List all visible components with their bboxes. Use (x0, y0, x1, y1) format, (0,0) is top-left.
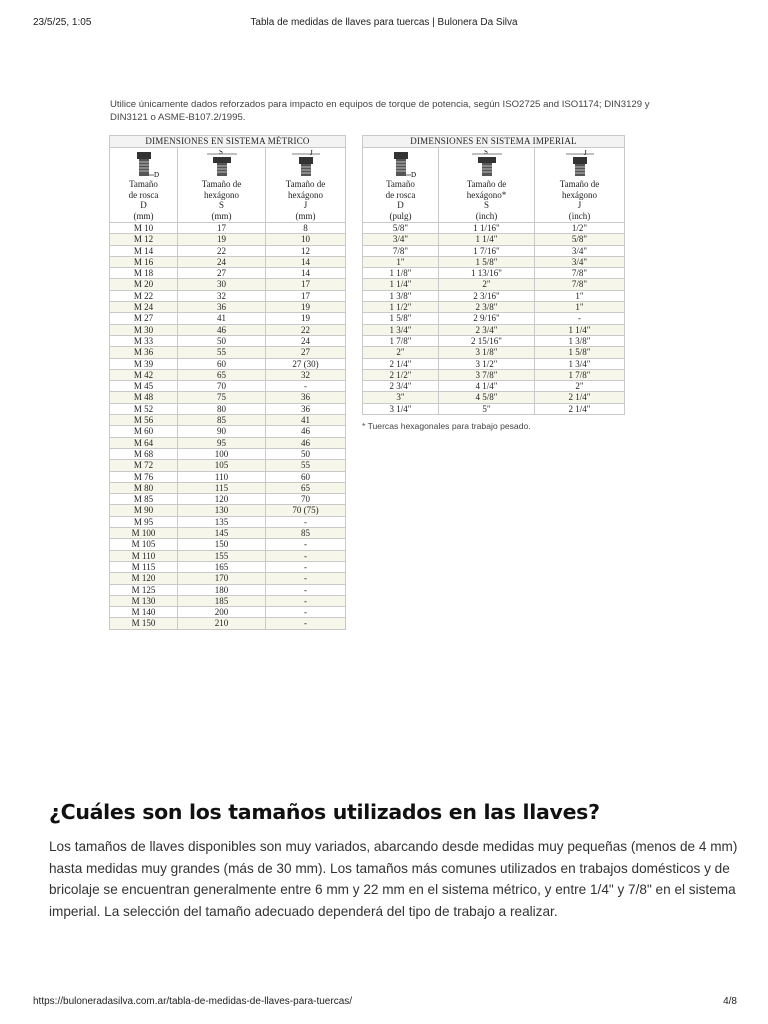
metric-table-row (110, 358, 346, 369)
metric-table-row (110, 539, 346, 550)
metric-table-cell: - (266, 381, 346, 392)
metric-table-cell: M 140 (110, 607, 178, 618)
metric-table-cell: 17 (266, 290, 346, 301)
metric-table-cell: 210 (178, 618, 266, 629)
print-date: 23/5/25, 1:05 (33, 17, 92, 28)
metric-header-hex-j-line1: Tamaño de (285, 179, 326, 189)
metric-table-cell: M 130 (110, 595, 178, 606)
metric-table-cell: M 90 (110, 505, 178, 516)
metric-table-cell: M 52 (110, 403, 178, 414)
metric-table-cell: 24 (178, 256, 266, 267)
imperial-table-body (363, 223, 625, 415)
metric-table-cell: 22 (178, 245, 266, 256)
metric-table-cell: M 18 (110, 268, 178, 279)
metric-table-cell: 27 (266, 347, 346, 358)
metric-diagram-j: J (309, 150, 313, 157)
metric-table-cell: M 56 (110, 415, 178, 426)
metric-table-cell: 200 (178, 607, 266, 618)
metric-header-thread-line2: de rosca (128, 189, 159, 200)
metric-table-row (110, 550, 346, 561)
metric-table-row (110, 313, 346, 324)
metric-header-thread-line1: Tamaño (129, 179, 158, 189)
metric-table-cell: M 33 (110, 335, 178, 346)
imperial-table-row (363, 279, 625, 290)
metric-table-cell: 70 (75) (266, 505, 346, 516)
imperial-table-cell: 2 3/4" (363, 381, 439, 392)
imperial-table-cell: 2" (439, 279, 535, 290)
metric-table-row (110, 528, 346, 539)
metric-table-row (110, 573, 346, 584)
metric-table-cell: 145 (178, 528, 266, 539)
metric-table-cell: M 150 (110, 618, 178, 629)
metric-table-cell: 46 (266, 437, 346, 448)
metric-table-row (110, 335, 346, 346)
metric-table-cell: 180 (178, 584, 266, 595)
metric-table-cell: 8 (266, 223, 346, 234)
metric-table-row (110, 595, 346, 606)
metric-table-row (110, 245, 346, 256)
nut-socket-j-diagram-icon (286, 150, 326, 178)
metric-table-cell: M 125 (110, 584, 178, 595)
imperial-header-hex-s-line4: (inch) (475, 210, 498, 221)
imperial-diagram-d: D (410, 171, 416, 178)
metric-table-row (110, 561, 346, 572)
imperial-table-row (363, 245, 625, 256)
imperial-table-cell: 3/4" (363, 234, 439, 245)
metric-table-row (110, 460, 346, 471)
metric-table-cell: M 12 (110, 234, 178, 245)
metric-table-cell: M 39 (110, 358, 178, 369)
metric-table-row (110, 618, 346, 629)
metric-table-cell: 27 (178, 268, 266, 279)
metric-table-cell: 80 (178, 403, 266, 414)
metric-header-thread (110, 148, 178, 223)
imperial-table-cell: 5/8" (363, 223, 439, 234)
imperial-table-cell: 1 3/8" (535, 335, 625, 346)
metric-table-cell: 12 (266, 245, 346, 256)
metric-header-hex-j-line4: (mm) (295, 210, 316, 221)
imperial-table-cell: 2 9/16" (439, 313, 535, 324)
metric-dimensions-table (109, 135, 346, 630)
imperial-table-cell: 2 15/16" (439, 335, 535, 346)
metric-table-cell: 65 (178, 369, 266, 380)
metric-table-cell: 90 (178, 426, 266, 437)
imperial-table-row (363, 347, 625, 358)
metric-table-row (110, 302, 346, 313)
metric-table-cell: 55 (266, 460, 346, 471)
metric-table-cell: 165 (178, 561, 266, 572)
imperial-table-cell: 1 1/8" (363, 268, 439, 279)
bolt-side-diagram-icon (384, 150, 418, 178)
metric-table-row (110, 392, 346, 403)
imperial-table-cell: 7/8" (363, 245, 439, 256)
metric-table-cell: - (266, 516, 346, 527)
metric-table-row (110, 448, 346, 459)
metric-table-cell: 65 (266, 482, 346, 493)
metric-table-cell: M 115 (110, 561, 178, 572)
metric-header-hex-s-line3: S (218, 200, 224, 210)
metric-table-row (110, 403, 346, 414)
metric-table-cell: 50 (266, 448, 346, 459)
imperial-table-cell: 1 1/2" (363, 302, 439, 313)
imperial-header-hex-j-line3: J (577, 200, 582, 210)
imperial-footnote: * Tuercas hexagonales para trabajo pesado. (362, 421, 531, 431)
metric-table-row (110, 256, 346, 267)
imperial-table-row (363, 256, 625, 267)
imperial-table-cell: 2 3/8" (439, 302, 535, 313)
metric-table-cell: M 100 (110, 528, 178, 539)
imperial-table-row (363, 369, 625, 380)
metric-table-row (110, 381, 346, 392)
imperial-table-cell: 1 7/16" (439, 245, 535, 256)
metric-table-cell: 55 (178, 347, 266, 358)
imperial-header-hex-j-line2: hexágono (562, 189, 598, 200)
metric-table-cell: M 68 (110, 448, 178, 459)
imperial-table-row (363, 392, 625, 403)
imperial-table-cell: 1 5/8" (439, 256, 535, 267)
imperial-table-cell: 3 1/4" (363, 403, 439, 414)
imperial-table-cell: 2" (535, 381, 625, 392)
imperial-table-row (363, 403, 625, 414)
metric-table-cell: M 45 (110, 381, 178, 392)
imperial-table-cell: 1 13/16" (439, 268, 535, 279)
metric-table-cell: 120 (178, 494, 266, 505)
metric-table-row (110, 437, 346, 448)
metric-table-cell: 130 (178, 505, 266, 516)
imperial-header-hex-j (535, 148, 625, 223)
metric-table-cell: 85 (178, 415, 266, 426)
metric-table-row (110, 471, 346, 482)
metric-table-cell: M 60 (110, 426, 178, 437)
imperial-table-cell: 2 1/4" (535, 392, 625, 403)
imperial-table-cell: 2 1/4" (535, 403, 625, 414)
metric-table-cell: M 120 (110, 573, 178, 584)
metric-table-cell: 100 (178, 448, 266, 459)
metric-table-cell: M 14 (110, 245, 178, 256)
metric-table-cell: - (266, 550, 346, 561)
metric-table-cell: 36 (266, 403, 346, 414)
metric-table-cell: M 27 (110, 313, 178, 324)
imperial-header-hex-s-line1: Tamaño de (466, 179, 507, 189)
imperial-table-cell: 3 1/2" (439, 358, 535, 369)
metric-table-cell: M 64 (110, 437, 178, 448)
metric-diagram-s: S (218, 150, 223, 156)
metric-header-hex-s-line1: Tamaño de (201, 179, 242, 189)
metric-table-row (110, 505, 346, 516)
metric-table-row (110, 415, 346, 426)
metric-table-cell: 24 (266, 335, 346, 346)
print-url: https://buloneradasilva.com.ar/tabla-de-medidas-de-llaves-para-tuercas/ (33, 996, 353, 1007)
metric-table-cell: 115 (178, 482, 266, 493)
metric-table-row (110, 223, 346, 234)
imperial-table-cell: 2" (363, 347, 439, 358)
print-page-title: Tabla de medidas de llaves para tuercas | Bulonera Da Silva (250, 17, 518, 28)
metric-header-thread-line3: D (140, 200, 147, 210)
imperial-table-cell: 1 5/8" (535, 347, 625, 358)
imperial-table-row (363, 324, 625, 335)
imperial-table-row (363, 302, 625, 313)
metric-table-cell: 36 (266, 392, 346, 403)
imperial-table-cell: 2 3/4" (439, 324, 535, 335)
metric-table-cell: 155 (178, 550, 266, 561)
imperial-table-row (363, 381, 625, 392)
metric-header-hex-j-line3: J (303, 200, 308, 210)
metric-table-cell: M 42 (110, 369, 178, 380)
metric-table-cell: 41 (178, 313, 266, 324)
imperial-table-cell: 1 1/16" (439, 223, 535, 234)
metric-table-cell: M 30 (110, 324, 178, 335)
metric-table-cell: 14 (266, 268, 346, 279)
metric-table-cell: 10 (266, 234, 346, 245)
imperial-table-title: DIMENSIONES EN SISTEMA IMPERIAL (363, 136, 625, 148)
metric-table-cell: - (266, 618, 346, 629)
imperial-table-row (363, 313, 625, 324)
metric-table-cell: 14 (266, 256, 346, 267)
metric-table-row (110, 369, 346, 380)
imperial-diagram-s: S (483, 150, 488, 156)
metric-table-cell: M 105 (110, 539, 178, 550)
imperial-table-cell: 3/4" (535, 245, 625, 256)
imperial-table-cell: 1 7/8" (363, 335, 439, 346)
metric-table-cell: 19 (266, 302, 346, 313)
metric-table-cell: M 16 (110, 256, 178, 267)
imperial-header-thread-line4: (pulg) (389, 210, 412, 221)
metric-table-cell: - (266, 539, 346, 550)
metric-table-cell: 27 (30) (266, 358, 346, 369)
metric-table-cell: M 110 (110, 550, 178, 561)
imperial-table-cell: 1 7/8" (535, 369, 625, 380)
imperial-table-cell: 1" (363, 256, 439, 267)
metric-table-cell: M 24 (110, 302, 178, 313)
metric-table-cell: 19 (266, 313, 346, 324)
metric-table-cell: 170 (178, 573, 266, 584)
imperial-header-thread-line3: D (397, 200, 404, 210)
metric-table-cell: 105 (178, 460, 266, 471)
imperial-table-cell: 3" (363, 392, 439, 403)
metric-table-row (110, 584, 346, 595)
metric-header-hex-s-line2: hexágono (204, 189, 239, 200)
metric-table-cell: M 72 (110, 460, 178, 471)
imperial-header-hex-j-line4: (inch) (568, 210, 591, 221)
metric-table-cell: 17 (178, 223, 266, 234)
intro-paragraph: Utilice únicamente dados reforzados para impacto en equipos de torque de potencia, según ISO2725 and ISO1174; DIN3129 y DIN3121 o ASME-B107.2/1995. (110, 99, 650, 123)
metric-table-title: DIMENSIONES EN SISTEMA MÉTRICO (110, 136, 346, 148)
metric-table-cell: 46 (178, 324, 266, 335)
metric-table-cell: - (266, 573, 346, 584)
metric-table-row (110, 516, 346, 527)
metric-table-cell: M 76 (110, 471, 178, 482)
imperial-table-cell: 5/8" (535, 234, 625, 245)
imperial-table-cell: 1 1/4" (363, 279, 439, 290)
imperial-table-row (363, 268, 625, 279)
imperial-table-cell: - (535, 313, 625, 324)
metric-header-thread-line4: (mm) (133, 210, 154, 221)
imperial-table-cell: 1 3/4" (535, 358, 625, 369)
imperial-table-cell: 3 7/8" (439, 369, 535, 380)
print-header (0, 17, 768, 31)
metric-table-row (110, 607, 346, 618)
metric-table-cell: 185 (178, 595, 266, 606)
imperial-table-cell: 3/4" (535, 256, 625, 267)
metric-table-cell: 85 (266, 528, 346, 539)
metric-table-cell: - (266, 595, 346, 606)
print-footer (0, 996, 768, 1010)
metric-table-cell: M 20 (110, 279, 178, 290)
metric-table-cell: 75 (178, 392, 266, 403)
nut-socket-s-diagram-icon (467, 150, 507, 178)
imperial-table-row (363, 358, 625, 369)
imperial-header-hex-s-line3: S (483, 200, 489, 210)
imperial-table-cell: 1 1/4" (439, 234, 535, 245)
imperial-table-cell: 7/8" (535, 268, 625, 279)
imperial-header-thread (363, 148, 439, 223)
metric-table-cell: 36 (178, 302, 266, 313)
imperial-table-cell: 1 5/8" (363, 313, 439, 324)
metric-table-cell: 22 (266, 324, 346, 335)
metric-header-hex-j-line2: hexágono (288, 189, 324, 200)
imperial-table-cell: 2 3/16" (439, 290, 535, 301)
metric-table-cell: 60 (178, 358, 266, 369)
section-body-paragraph: Los tamaños de llaves disponibles son muy variados, abarcando desde medidas muy pequeñas (menos de 4 mm) hasta medidas muy grandes (más de 30 mm). Los tamaños más comunes utilizados en trabajos domésticos y de bricolaje se encuentran generalmente entre 6 mm y 22 mm en el sistema métrico, y entre 1/4" y 7/8" en el sistema imperial. La selección del tamaño adecuado dependerá del tipo de trabajo a realizar. (49, 839, 738, 919)
imperial-header-thread-line1: Tamaño (386, 179, 415, 189)
metric-table-cell: 17 (266, 279, 346, 290)
metric-table-cell: 95 (178, 437, 266, 448)
imperial-table-cell: 1/2" (535, 223, 625, 234)
metric-table-cell: 32 (178, 290, 266, 301)
metric-table-cell: - (266, 584, 346, 595)
imperial-table-cell: 4 1/4" (439, 381, 535, 392)
metric-table-row (110, 494, 346, 505)
metric-header-hex-s (178, 148, 266, 223)
metric-table-cell: 41 (266, 415, 346, 426)
nut-socket-s-diagram-icon (202, 150, 242, 178)
nut-socket-j-diagram-icon (560, 150, 600, 178)
imperial-diagram-j: J (583, 150, 587, 157)
imperial-table-row (363, 234, 625, 245)
imperial-table-cell: 4 5/8" (439, 392, 535, 403)
metric-table-cell: 46 (266, 426, 346, 437)
metric-table-cell: 135 (178, 516, 266, 527)
imperial-table-cell: 7/8" (535, 279, 625, 290)
section-heading: ¿Cuáles son los tamaños utilizados en las llaves? (49, 800, 600, 824)
imperial-table-row (363, 335, 625, 346)
imperial-table-cell: 3 1/8" (439, 347, 535, 358)
metric-table-cell: 19 (178, 234, 266, 245)
metric-header-hex-s-line4: (mm) (211, 210, 232, 221)
metric-table-cell: M 10 (110, 223, 178, 234)
metric-table-cell: - (266, 607, 346, 618)
metric-table-row (110, 426, 346, 437)
metric-table-row (110, 482, 346, 493)
imperial-table-cell: 1 3/4" (363, 324, 439, 335)
imperial-table-cell: 1 3/8" (363, 290, 439, 301)
imperial-header-hex-s-line2: hexágono* (466, 189, 507, 200)
metric-table-cell: M 36 (110, 347, 178, 358)
metric-table-cell: M 48 (110, 392, 178, 403)
metric-table-cell: 70 (178, 381, 266, 392)
imperial-header-hex-j-line1: Tamaño de (559, 179, 600, 189)
metric-table-row (110, 347, 346, 358)
metric-table-cell: 150 (178, 539, 266, 550)
imperial-table-cell: 2 1/2" (363, 369, 439, 380)
imperial-table-row (363, 223, 625, 234)
metric-header-hex-j (266, 148, 346, 223)
imperial-header-hex-s (439, 148, 535, 223)
metric-table-cell: M 85 (110, 494, 178, 505)
metric-table-row (110, 324, 346, 335)
imperial-table-cell: 5" (439, 403, 535, 414)
metric-table-cell: 30 (178, 279, 266, 290)
metric-diagram-d: D (153, 171, 159, 178)
imperial-dimensions-table (362, 135, 625, 415)
imperial-table-cell: 1" (535, 290, 625, 301)
metric-table-cell: - (266, 561, 346, 572)
metric-table-cell: 50 (178, 335, 266, 346)
metric-table-row (110, 279, 346, 290)
metric-table-cell: M 22 (110, 290, 178, 301)
metric-table-cell: M 80 (110, 482, 178, 493)
metric-table-body (110, 223, 346, 630)
metric-table-cell: 60 (266, 471, 346, 482)
print-page-number: 4/8 (723, 996, 737, 1007)
bolt-side-diagram-icon (127, 150, 161, 178)
imperial-table-cell: 2 1/4" (363, 358, 439, 369)
metric-table-row (110, 290, 346, 301)
metric-table-cell: M 95 (110, 516, 178, 527)
imperial-table-cell: 1 1/4" (535, 324, 625, 335)
metric-table-cell: 110 (178, 471, 266, 482)
metric-table-cell: 70 (266, 494, 346, 505)
metric-table-cell: 32 (266, 369, 346, 380)
metric-table-row (110, 268, 346, 279)
imperial-header-thread-line2: de rosca (385, 189, 416, 200)
metric-table-row (110, 234, 346, 245)
imperial-table-row (363, 290, 625, 301)
imperial-table-cell: 1" (535, 302, 625, 313)
